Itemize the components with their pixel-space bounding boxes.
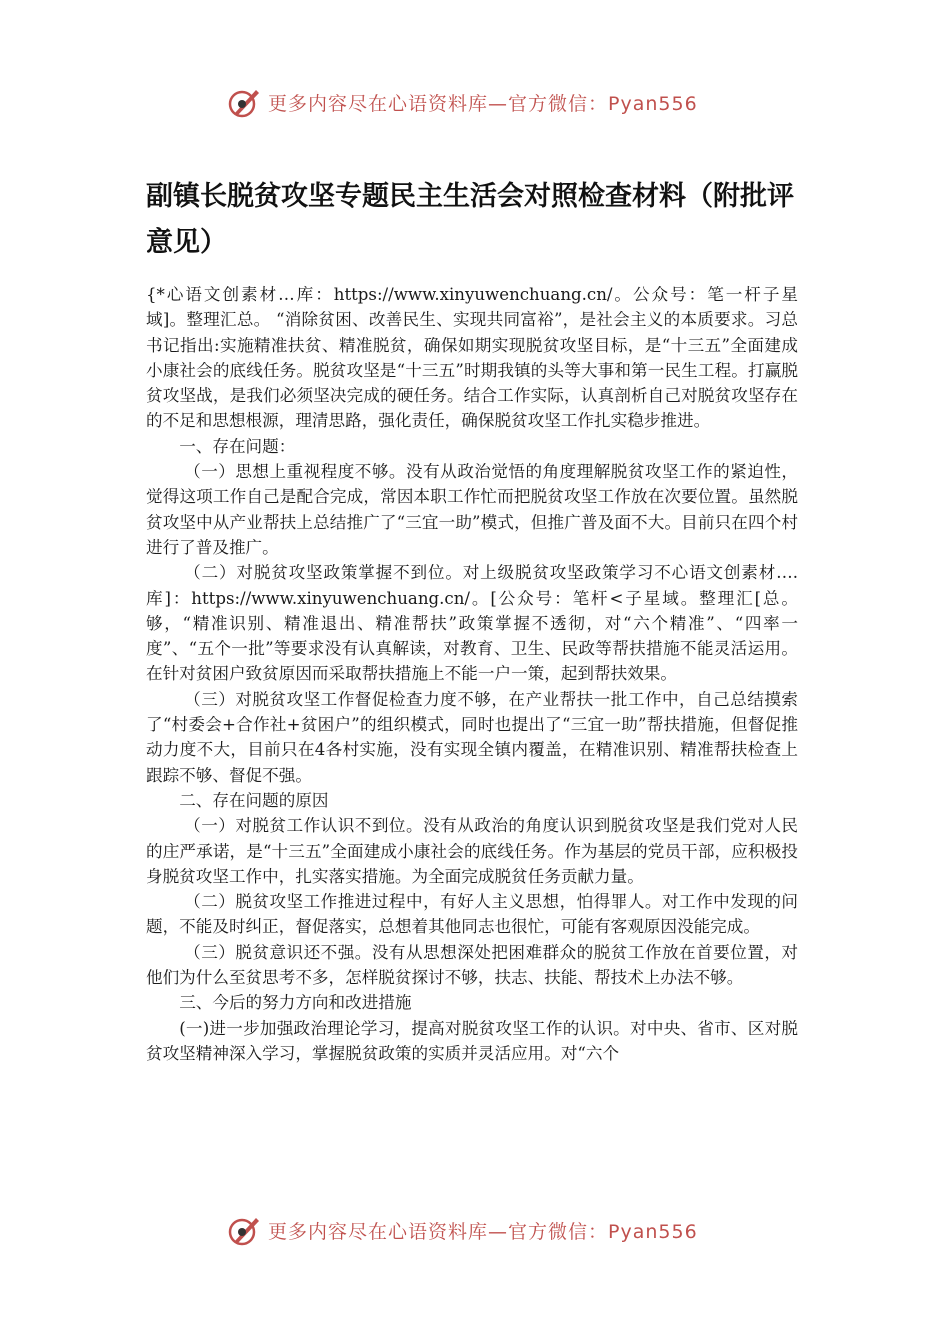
paragraph: (一)进一步加强政治理论学习，提高对脱贫攻坚工作的认识。对中央、省市、区对脱贫攻坚精神深入学习，掌握脱贫政策的实质并灵活应用。对“六个	[146, 1018, 798, 1063]
document-body	[146, 282, 798, 1066]
section-heading: 三、今后的努力方向和改进措施	[179, 993, 412, 1013]
section-heading: 一、存在问题：	[179, 436, 296, 456]
wechat-id: Pyan556	[608, 92, 698, 115]
paragraph: （三）脱贫意识还不强。没有从思想深处把困难群众的脱贫工作放在首要位置，对他们为什么至贫思考不多，怎样脱贫探讨不够，扶志、扶能、帮技术上办法不够。	[146, 942, 798, 988]
paragraph: （二）脱贫攻坚工作推进过程中，有好人主义思想，怕得罪人。对工作中发现的问题，不能及时纠正，督促落实，总想着其他同志也很忙，可能有客观原因没能完成。	[146, 892, 798, 937]
pen-brush-logo-icon	[226, 1212, 262, 1248]
page-title: 副镇长脱贫攻坚专题民主生活会对照检查材料（附批评意见）	[146, 181, 794, 258]
paragraph: {*心语文创素材…库：https://www.xinyuwenchuang.cn/。公众号：笔一杆子星域]。整理汇总。 “消除贫困、改善民生、实现共同富裕”，是社会主义的本质要求。习总书记指出:实施精准扶贫、精准脱贫，确保如期实现脱贫攻坚目标，是“十三五”全面建成小康社会的底线任务。脱贫攻坚是“十三五”时期我镇的头等大事和第一民生工程。打赢脱贫攻坚战，是我们必须坚决完成的硬任务。结合工作实际，认真剖析自己对脱贫攻坚存在的不足和思想根源，理清思路，强化责任，确保脱贫攻坚工作扎实稳步推进。	[146, 285, 798, 431]
section-heading: 二、存在问题的原因	[179, 790, 329, 810]
header-banner	[0, 82, 950, 122]
paragraph: （一）思想上重视程度不够。没有从政治觉悟的角度理解脱贫攻坚工作的紧迫性，觉得这项工作自己是配合完成，常因本职工作忙而把脱贫攻坚工作放在次要位置。虽然脱贫攻坚中从产业帮扶上总结推广了“三宜一助”模式，但推广普及面不大。目前只在四个村进行了普及推广。	[146, 462, 798, 557]
wechat-id: Pyan556	[608, 1220, 698, 1243]
pen-brush-logo-icon	[226, 84, 262, 120]
banner-text: 更多内容尽在心语资料库—官方微信：Pyan556	[268, 1220, 698, 1243]
footer-banner	[0, 1210, 950, 1250]
paragraph: （一）对脱贫工作认识不到位。没有从政治的角度认识到脱贫攻坚是我们党对人民的庄严承诺，是“十三五”全面建成小康社会的底线任务。作为基层的党员干部，应积极投身脱贫攻坚工作中，扎实落实措施。为全面完成脱贫任务贡献力量。	[146, 816, 798, 886]
banner-text: 更多内容尽在心语资料库—官方微信：Pyan556	[268, 92, 698, 115]
paragraph: （三）对脱贫攻坚工作督促检查力度不够，在产业帮扶一批工作中，自己总结摸索了“村委会+合作社+贫困户”的组织模式，同时也提出了“三宜一助”帮扶措施，但督促推动力度不大，目前只在4各村实施，没有实现全镇内覆盖，在精准识别、精准帮扶检查上跟踪不够、督促不强。	[146, 689, 798, 785]
paragraph: （二）对脱贫攻坚政策掌握不到位。对上级脱贫攻坚政策学习不心语文创素材….库]：https://www.xinyuwenchuang.cn/。[公众号：笔杆<子星域。整理汇[总。够，“精准识别、精准退出、精准帮扶”政策掌握不透彻，对“六个精准”、“四率一度”、“五个一批”等要求没有认真解读，对教育、卫生、民政等帮扶措施不能灵活运用。在针对贫困户致贫原因而采取帮扶措施上不能一户一策，起到帮扶效果。	[146, 563, 798, 684]
